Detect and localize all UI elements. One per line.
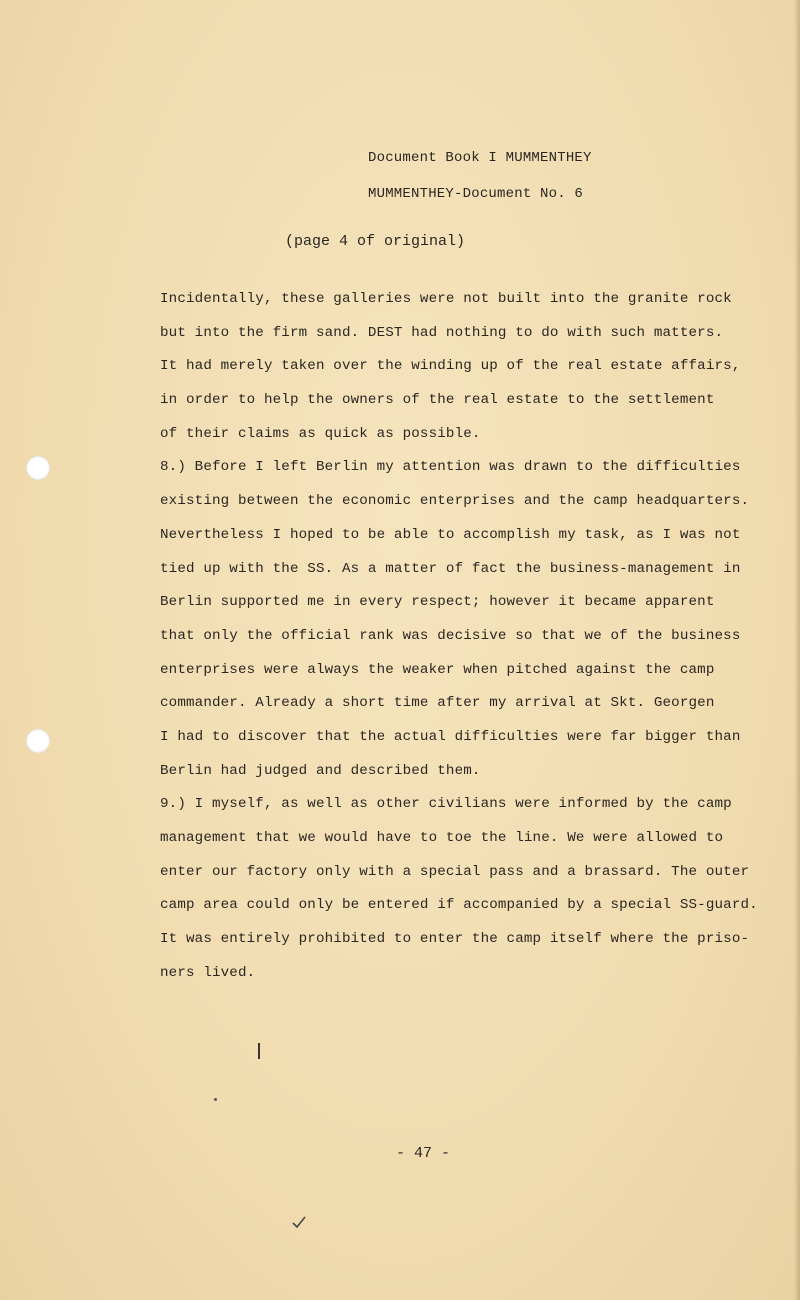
body-line: Berlin supported me in every respect; however it became apparent (160, 594, 715, 611)
body-line: Berlin had judged and described them. (160, 762, 481, 779)
body-line: but into the firm sand. DEST had nothing to do with such matters. (160, 324, 724, 341)
body-line: I had to discover that the actual difficulties were far bigger than (160, 728, 741, 745)
body-line: ners lived. (160, 964, 256, 981)
punch-hole-bottom (26, 729, 50, 753)
body-line: camp area could only be entered if accompanied by a special SS-guard. (160, 897, 758, 914)
stray-dot (214, 1098, 217, 1101)
body-line: existing between the economic enterprises and the camp headquarters. (160, 493, 750, 510)
body-line: management that we would have to toe the line. We were allowed to (160, 830, 724, 846)
body-line: enterprises were always the weaker when pitched against the camp (160, 661, 715, 678)
body-line: tied up with the SS. As a matter of fact the business-management in (160, 560, 741, 577)
body-line: commander. Already a short time after my arrival at Skt. Georgen (160, 695, 715, 712)
punch-hole-top (26, 456, 50, 480)
body-line: that only the official rank was decisive so that we of the business (160, 627, 741, 644)
page-edge-shadow (794, 0, 800, 1300)
body-line: of their claims as quick as possible. (160, 425, 481, 442)
body-line: Incidentally, these galleries were not built into the granite rock (160, 291, 732, 307)
body-text (160, 283, 758, 990)
body-line: It had merely taken over the winding up of the real estate affairs, (160, 358, 741, 375)
body-line: It was entirely prohibited to enter the camp itself where the priso- (160, 931, 750, 948)
header-document-book: Document Book I MUMMENTHEY (368, 150, 592, 166)
page-number: - 47 - (396, 1145, 451, 1162)
header-document-number: MUMMENTHEY-Document No. 6 (368, 186, 584, 202)
body-line: 9.) I myself, as well as other civilians were informed by the camp (160, 796, 732, 813)
stray-mark (258, 1043, 260, 1059)
check-mark-icon (292, 1216, 306, 1228)
body-line: enter our factory only with a special pass and a brassard. The outer (160, 863, 750, 880)
page-note: (page 4 of original) (285, 233, 466, 250)
body-line: 8.) Before I left Berlin my attention was drawn to the difficulties (160, 459, 741, 476)
body-line: in order to help the owners of the real estate to the settlement (160, 392, 715, 409)
body-line: Nevertheless I hoped to be able to accomplish my task, as I was not (160, 526, 741, 543)
